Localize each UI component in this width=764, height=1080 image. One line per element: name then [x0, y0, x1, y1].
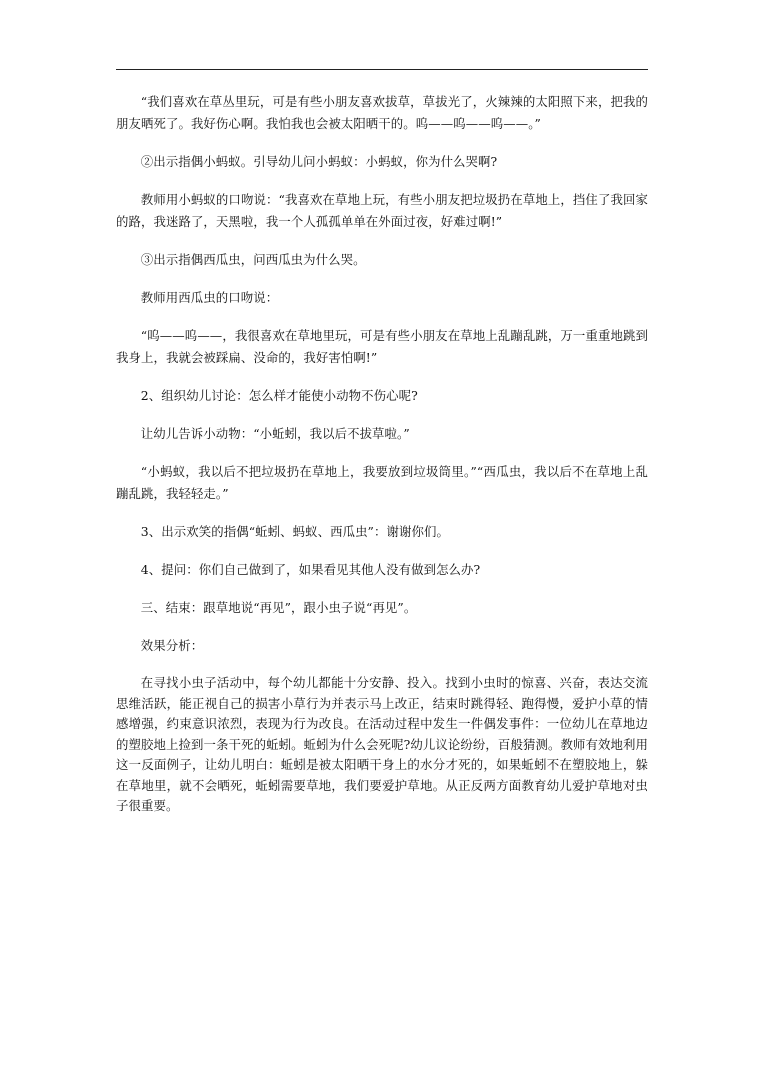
paragraph-show-ant: ②出示指偶小蚂蚁。引导幼儿问小蚂蚁：小蚂蚁，你为什么哭啊?	[140, 154, 498, 169]
paragraph-analysis-body: 在寻找小虫子活动中，每个幼儿都能十分安静、投入。找到小虫时的惊喜、兴奋，表达交流思维活跃，能正视自己的损害小草行为并表示马上改正，结束时跳得轻、跑得慢，爱护小草的情感增强，约束意识浓烈，表现为行为改良。在活动过程中发生一件偶发事件：一位幼儿在草地边的塑胶地上捡到一条干死的蚯蚓。蚯蚓为什么会死呢?幼儿议论纷纷，百般猜测。教师有效地利用这一反面例子，让幼儿明白：蚯蚓是被太阳晒干身上的水分才死的，如果蚯蚓不在塑胶地上，躲在草地里，就不会晒死，蚯蚓需要草地，我们要爱护草地。从正反两方面教育幼儿爱护草地对虫子很重要。	[116, 675, 648, 813]
paragraph-happy-puppets: 3、出示欢笑的指偶“蚯蚓、蚂蚁、西瓜虫”：谢谢你们。	[140, 524, 449, 539]
document-body	[116, 91, 648, 833]
paragraph-teacher-pillbug: 教师用西瓜虫的口吻说：	[140, 290, 279, 305]
paragraph-earthworm-speech: “我们喜欢在草丛里玩，可是有些小朋友喜欢拔草，草拔光了，火辣辣的太阳照下来，把我的朋友晒死了。我好伤心啊。我怕我也会被太阳晒干的。呜——呜——呜——。”	[116, 94, 648, 131]
paragraph-ant-speech: 教师用小蚂蚁的口吻说：“我喜欢在草地上玩，有些小朋友把垃圾扔在草地上，挡住了我回家的路，我迷路了，天黑啦，我一个人孤孤单单在外面过夜，好难过啊!”	[116, 192, 648, 229]
paragraph-discussion: 2、组织幼儿讨论：怎么样才能使小动物不伤心呢?	[140, 388, 418, 403]
paragraph-show-pillbug: ③出示指偶西瓜虫，问西瓜虫为什么哭。	[140, 252, 366, 267]
paragraph-ending: 三、结束：跟草地说“再见”，跟小虫子说“再见”。	[140, 600, 417, 615]
paragraph-pillbug-speech: “呜——呜——，我很喜欢在草地里玩，可是有些小朋友在草地上乱蹦乱跳，万一重重地跳到我身上，我就会被踩扁、没命的，我好害怕啊!”	[116, 328, 648, 365]
paragraph-analysis-heading: 效果分析：	[140, 638, 204, 653]
paragraph-question: 4、提问：你们自己做到了，如果看见其他人没有做到怎么办?	[140, 562, 481, 577]
paragraph-promises: “小蚂蚁，我以后不把垃圾扔在草地上，我要放到垃圾筒里。”“西瓜虫，我以后不在草地上乱蹦乱跳，我轻轻走。”	[116, 464, 648, 501]
paragraph-tell-animals: 让幼儿告诉小动物：“小蚯蚓，我以后不拔草啦。”	[140, 426, 410, 441]
header-rule	[116, 69, 648, 70]
